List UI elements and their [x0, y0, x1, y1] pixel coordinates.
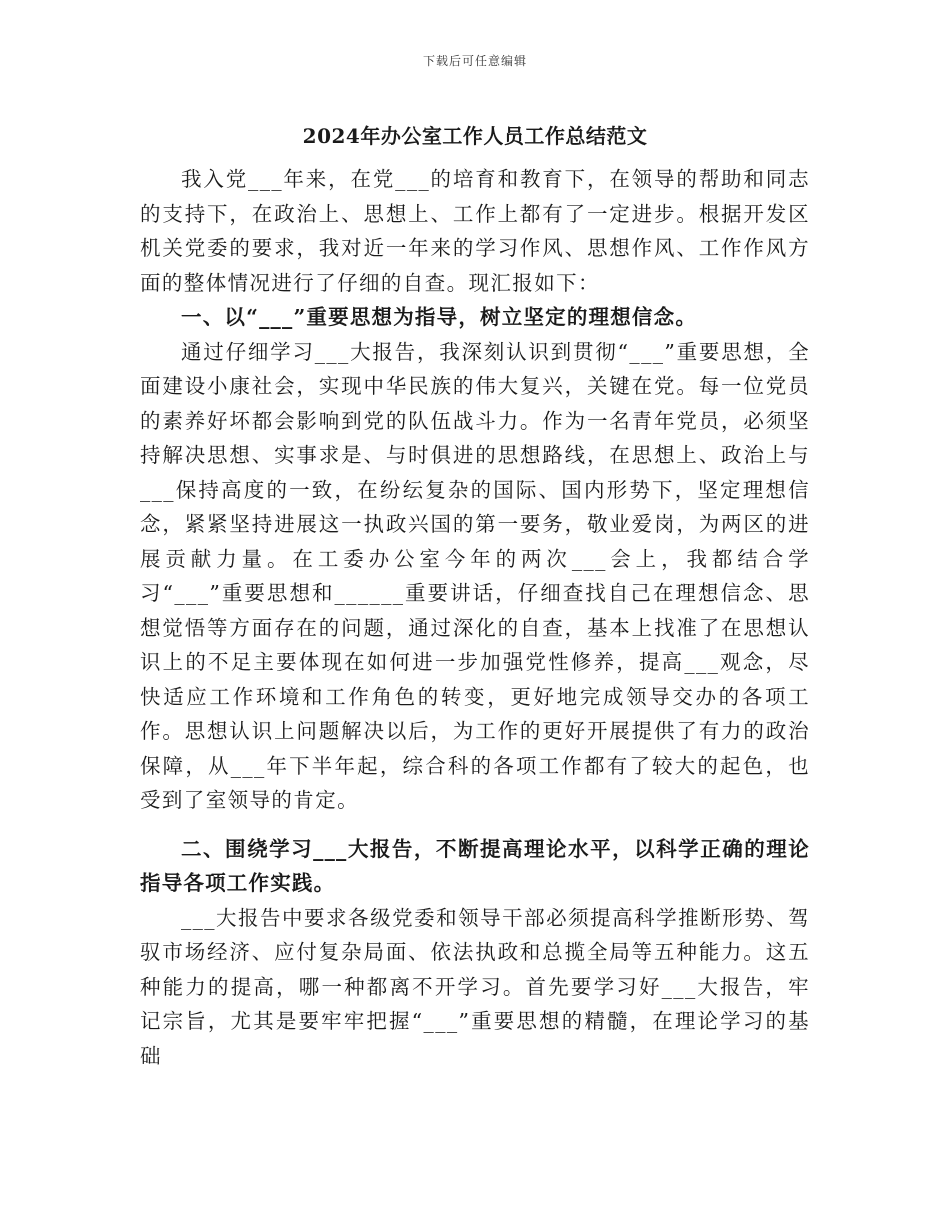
page-header-note: 下载后可任意编辑: [422, 54, 527, 68]
section-1-heading: 一、以“___”重要思想为指导，树立坚定的理想信念。: [181, 305, 698, 329]
intro-paragraph: 我入党___年来，在党___的培育和教育下，在领导的帮助和同志的支持下，在政治上、思想上、工作上都有了一定进步。根据开发区机关党委的要求，我对近一年来的学习作风、思想作风、工作作风方面的整体情况进行了仔细的自查。现汇报如下：: [140, 167, 810, 295]
section-1-paragraph: 通过仔细学习___大报告，我深刻认识到贯彻“___”重要思想，全面建设小康社会，实现中华民族的伟大复兴，关键在党。每一位党员的素养好坏都会影响到党的队伍战斗力。作为一名青年党员，必须坚持解决思想、实事求是、与时俱进的思想路线，在思想上、政治上与___保持高度的一致，在纷纭复杂的国际、国内形势下，坚定理想信念，紧紧坚持进展这一执政兴国的第一要务，敬业爱岗，为两区的进展贡献力量。在工委办公室今年的两次___会上，我都结合学习“___”重要思想和______重要讲话，仔细查找自己在理想信念、思想觉悟等方面存在的问题，通过深化的自查，基本上找准了在思想认识上的不足主要体现在如何进一步加强党性修养，提高___观念，尽快适应工作环境和工作角色的转变，更好地完成领导交办的各项工作。思想认识上问题解决以后，为工作的更好开展提供了有力的政治保障，从___年下半年起，综合科的各项工作都有了较大的起色，也受到了室领导的肯定。: [140, 339, 810, 812]
section-2-paragraph: ___大报告中要求各级党委和领导干部必须提高科学推断形势、驾驭市场经济、应付复杂局面、依法执政和总揽全局等五种能力。这五种能力的提高，哪一种都离不开学习。首先要学习好___大报告，牢记宗旨，尤其是要牢牢把握“___”重要思想的精髓，在理论学习的基础: [140, 905, 810, 1068]
document-title: 2024年办公室工作人员工作总结范文: [302, 124, 648, 148]
section-2-heading: 二、围绕学习___大报告，不断提高理论水平，以科学正确的理论指导各项工作实践。: [140, 836, 810, 895]
document-body: [140, 162, 810, 1073]
